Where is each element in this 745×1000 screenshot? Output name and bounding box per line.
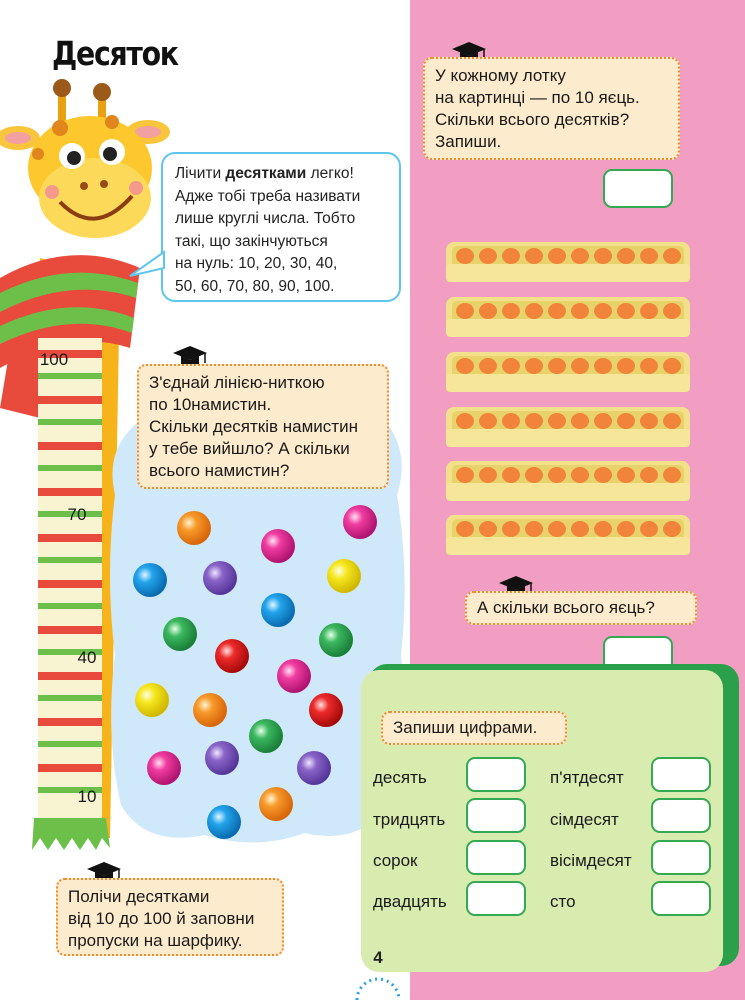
word-seventy: сімдесят [550,810,619,829]
word-ten: десять [373,768,427,787]
speech-line: на нуль: 10, 20, 30, 40, [175,255,338,272]
answer-seventy[interactable] [651,798,711,833]
page-number-decoration [353,936,403,1000]
speech-line: 50, 60, 70, 80, 90, 100. [175,277,335,295]
scarf-label-70: 70 [67,505,87,524]
beads-task [137,364,389,489]
scarf-task [56,878,284,956]
egg-tray [446,459,690,503]
answer-hundred[interactable] [651,881,711,916]
task-line: Скільки десятків намистин [149,417,358,436]
task-line: на картинці — по 10 яєць. [435,88,640,107]
task-line: пропуски на шарфику. [68,931,243,950]
egg-tray [446,350,690,394]
bead [277,659,311,693]
bead [259,787,293,821]
task-line: Полічи десятками [68,887,210,906]
bead [343,505,377,539]
bead [249,719,283,753]
word-fifty: п'ятдесят [550,768,624,787]
egg-tray [446,405,690,449]
page-number: 4 [373,948,383,967]
bead [319,623,353,657]
answer-forty[interactable] [466,840,526,875]
bead [205,741,239,775]
scarf-label-40: 40 [77,648,97,667]
egg-tray [446,513,690,557]
speech-line-1 [175,163,387,186]
eggs-total-task: А скільки всього яєць? [465,591,697,625]
word-thirty: тридцять [373,810,446,829]
speech-bold-word: десятками [225,165,307,182]
scarf-label-10: 10 [77,787,97,806]
answer-ten[interactable] [466,757,526,792]
bead [215,639,249,673]
beads-group [120,500,390,850]
bead [327,559,361,593]
answer-thirty[interactable] [466,798,526,833]
task-line: по 10намистин. [149,395,272,414]
speech-line: такі, що закінчуються [175,232,328,250]
bead [309,693,343,727]
bead [135,683,169,717]
bead [261,529,295,563]
eggs-task [423,57,680,160]
bead [147,751,181,785]
answer-fifty[interactable] [651,757,711,792]
task-line: Скільки всього десятків? [435,110,630,129]
bead [261,593,295,627]
task-line: у тебе вийшло? А скільки [149,439,350,458]
speech-text-start: Лічити [175,165,226,182]
word-eighty: вісімдесят [550,851,632,870]
task-line: від 10 до 100 й заповни [68,909,255,928]
word-hundred: сто [550,892,576,911]
egg-tray [446,240,690,284]
task-line: всього намистин? [149,461,290,480]
word-twenty: двадцять [373,892,447,911]
bead [203,561,237,595]
answer-eighty[interactable] [651,840,711,875]
word-forty: сорок [373,851,418,870]
bead [193,693,227,727]
bead [177,511,211,545]
bead [297,751,331,785]
task-line: Запиши. [435,132,502,151]
speech-line: Адже тобі треба називати [175,187,361,205]
bead [207,805,241,839]
speech-bubble [161,152,401,302]
scarf-label-100: 100 [39,350,69,369]
speech-tail [128,250,168,280]
egg-tray [446,295,690,339]
task-line: З'єднай лінією-ниткою [149,373,325,392]
bead [163,617,197,651]
bead [133,563,167,597]
task-line: У кожному лотку [435,66,566,85]
answer-twenty[interactable] [466,881,526,916]
speech-text-end: легко! [306,165,354,182]
page-title: Десяток [52,34,178,73]
write-task-title: Запиши цифрами. [381,711,567,745]
speech-line: лише круглі числа. Тобто [175,210,356,227]
dozens-answer-field[interactable] [603,169,673,208]
